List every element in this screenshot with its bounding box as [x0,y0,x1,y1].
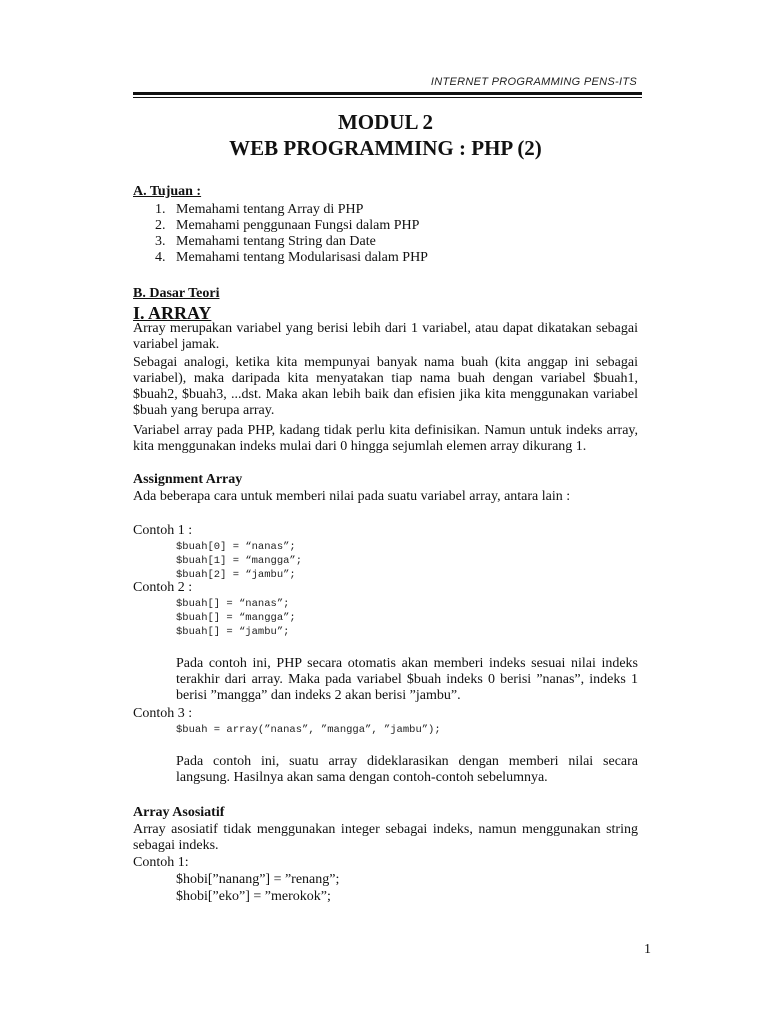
module-subtitle: WEB PROGRAMMING : PHP (2) [229,136,542,160]
tujuan-item: 4. Memahami tentang Modularisasi dalam PHP [155,250,428,265]
contoh2-code: $buah[] = “nanas”; $buah[] = “mangga”; $buah[] = “jambu”; [176,598,296,638]
header-rule-thick [133,92,642,95]
contoh3-code: $buah = array(”nanas”, ”mangga”, ”jambu”); [176,724,441,736]
dasar-teori-heading: B. Dasar Teori [133,286,220,301]
contoh3-explanation: Pada contoh ini, suatu array dideklarasikan dengan memberi nilai secara langsung. Hasilnya akan sama dengan contoh-contoh sebelumnya. [176,754,638,785]
contoh2-label: Contoh 2 : [133,580,193,595]
assignment-intro: Ada beberapa cara untuk memberi nilai pada suatu variabel array, antara lain : [133,489,571,504]
asosiatif-contoh1-label: Contoh 1: [133,855,189,870]
module-title: MODUL 2 [337,110,434,134]
tujuan-item: 3. Memahami tentang String dan Date [155,234,376,249]
tujuan-item: 1. Memahami tentang Array di PHP [155,202,364,217]
contoh3-label: Contoh 3 : [133,706,193,721]
running-header: INTERNET PROGRAMMING PENS-ITS [430,76,637,88]
asosiatif-code-line-2: $hobi[”eko”] = ”merokok”; [176,889,331,904]
page-number: 1 [644,942,651,957]
array-paragraph-1: Array merupakan variabel yang berisi lebih dari 1 variabel, atau dapat dikatakan sebagai variabel jamak. [133,321,638,352]
tujuan-heading: A. Tujuan : [133,184,202,199]
header-rule-thin [133,97,642,98]
asosiatif-code-line-1: $hobi[”nanang”] = ”renang”; [176,872,340,887]
asosiatif-intro: Array asosiatif tidak menggunakan integer sebagai indeks, namun menggunakan string sebagai indeks. [133,822,638,853]
tujuan-list [155,202,635,266]
asosiatif-heading: Array Asosiatif [133,805,225,820]
tujuan-item: 2. Memahami penggunaan Fungsi dalam PHP [155,218,420,233]
array-paragraph-3: Variabel array pada PHP, kadang tidak perlu kita definisikan. Namun untuk indeks array, kita menggunakan indeks mulai dari 0 hingga sejumlah elemen array dikurang 1. [133,423,638,454]
array-paragraph-2: Sebagai analogi, ketika kita mempunyai banyak nama buah (kita anggap ini sebagai variabel), maka daripada kita menyatakan tiap nama buah dengan variabel $buah1, $buah2, $buah3, ...dst. Maka akan lebih baik dan efisien jika kita menggunakan variabel $buah yang berupa array. [133,355,638,418]
array-section-title: I. ARRAY [133,303,212,323]
contoh1-code: $buah[0] = “nanas”; $buah[1] = “mangga”; $buah[2] = “jambu”; [176,541,303,581]
contoh2-explanation: Pada contoh ini, PHP secara otomatis akan memberi indeks sesuai nilai indeks terakhir dari array. Maka pada variabel $buah indeks 0 berisi ”nanas”, indeks 1 berisi ”mangga” dan indeks 2 akan berisi ”jambu”. [176,656,638,703]
assignment-heading: Assignment Array [133,472,243,487]
contoh1-label: Contoh 1 : [133,523,193,538]
